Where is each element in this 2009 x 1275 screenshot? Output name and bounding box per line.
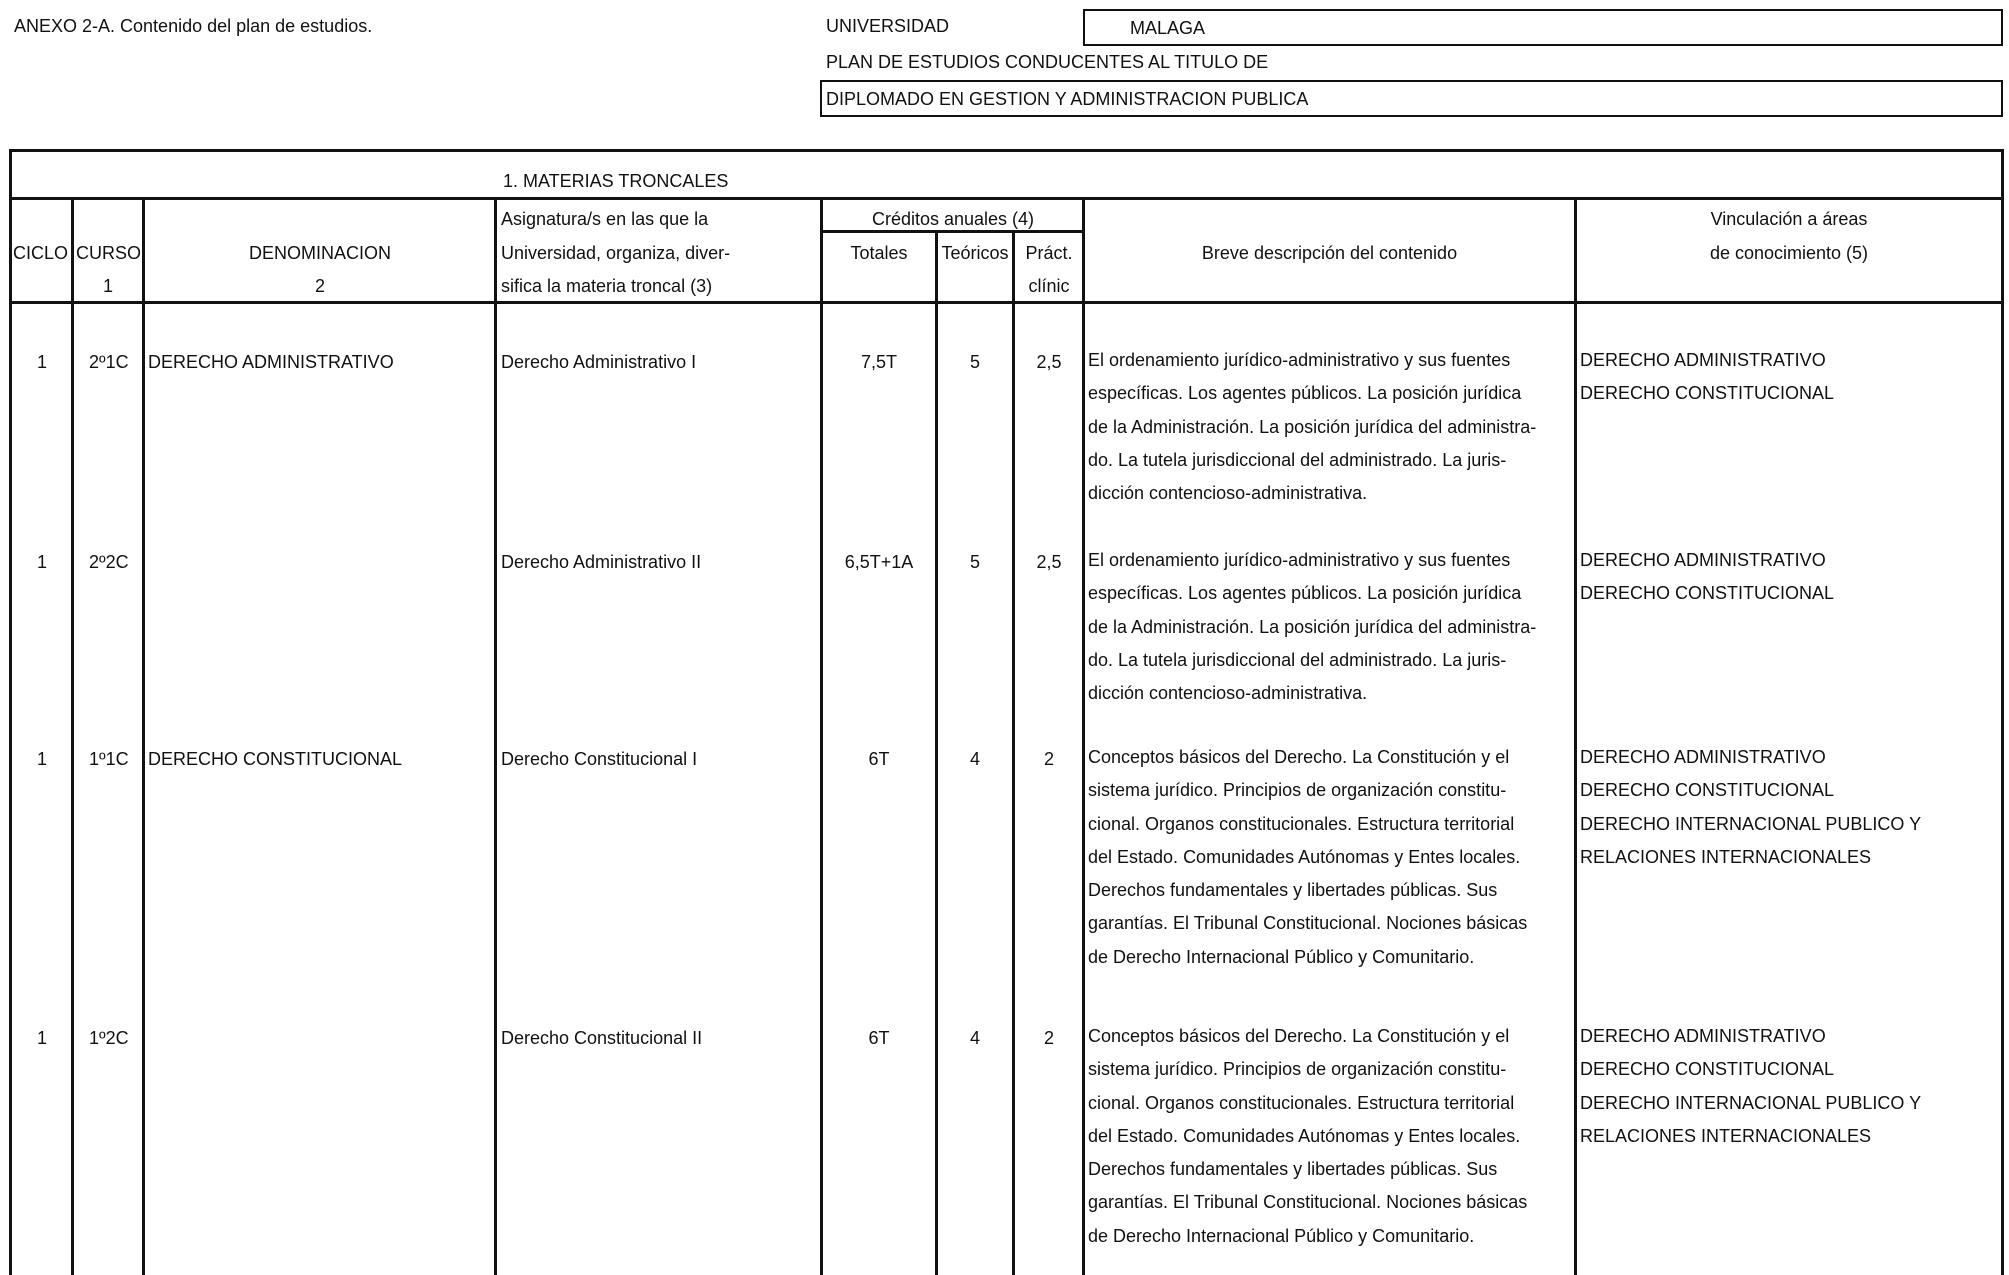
cell-teoricos: 4 [969,749,980,769]
cell-practicos: 2 [1043,749,1054,769]
cell-totales: 6T [868,749,890,769]
cell-practicos: 2,5 [1036,552,1062,572]
plan-value-box [820,80,2003,117]
col-header-denominacion: DENOMINACION [248,243,391,263]
plan-value: DIPLOMADO EN GESTION Y ADMINISTRACION PUBLICA [826,89,1309,109]
cell-ciclo: 1 [36,352,47,372]
col-header-practicos-line2: clínic [1028,276,1070,296]
col-header-teoricos: Teóricos [941,243,1009,263]
cell-teoricos: 5 [969,352,980,372]
cell-totales: 7,5T [860,352,898,372]
col-header-vinculacion-line2: de conocimiento (5) [1709,243,1869,263]
col-header-asignatura-line2: Universidad, organiza, diver- [501,243,731,263]
section-title: 1. MATERIAS TRONCALES [503,171,729,191]
col-header-asignatura-line3: sifica la materia troncal (3) [501,276,713,296]
cell-denominacion: DERECHO ADMINISTRATIVO [148,352,394,372]
col-divider-asignatura [494,197,497,1275]
table-left-border [9,149,12,1275]
cell-curso: 2º2C [89,552,129,572]
cell-practicos: 2 [1043,1028,1054,1048]
col-header-asignatura-line1: Asignatura/s en las que la [501,209,709,229]
col-divider-vinculacion [1574,197,1577,1275]
table-top-border [9,149,2004,152]
cell-vinculacion: DERECHO ADMINISTRATIVO DERECHO CONSTITUCIONAL DERECHO INTERNACIONAL PUBLICO Y RELACIONES INTERNACIONALES [1580,747,1922,867]
annex-title: ANEXO 2-A. Contenido del plan de estudios. [14,16,373,36]
university-value: MALAGA [1130,18,1206,38]
col-header-ciclo: CICLO [13,243,69,263]
cell-denominacion: DERECHO CONSTITUCIONAL [148,749,403,769]
cell-descripcion: Conceptos básicos del Derecho. La Constitución y el sistema jurídico. Principios de organización constitu- cional. Organos constitucionales. Estructura territorial del Estado. Comunidades Autónomas y Entes locales. Derechos fundamentales y libertades públicas. Sus garantías. El Tribunal Constitucional. Nociones básicas de Derecho Internacional Público y Comunitario. [1088,747,1528,967]
col-divider-denominacion [142,197,145,1275]
col-header-curso-num: 1 [102,276,113,296]
plan-label: PLAN DE ESTUDIOS CONDUCENTES AL TITULO DE [826,52,1269,72]
section-divider [9,197,2004,200]
col-header-creditos: Créditos anuales (4) [871,209,1035,229]
header-bottom-border [9,301,2004,304]
col-header-descripcion: Breve descripción del contenido [1201,243,1458,263]
cell-curso: 2º1C [89,352,129,372]
col-header-curso: CURSO [76,243,142,263]
col-header-practicos-line1: Práct. [1025,243,1073,263]
cell-ciclo: 1 [36,1028,47,1048]
col-header-denominacion-num: 2 [314,276,325,296]
cell-asignatura: Derecho Administrativo II [501,552,702,572]
col-header-totales: Totales [850,243,908,263]
cell-vinculacion: DERECHO ADMINISTRATIVO DERECHO CONSTITUCIONAL DERECHO INTERNACIONAL PUBLICO Y RELACIONES INTERNACIONALES [1580,1026,1922,1146]
cell-ciclo: 1 [36,749,47,769]
cell-curso: 1º1C [89,749,129,769]
university-label: UNIVERSIDAD [826,16,950,36]
cell-vinculacion: DERECHO ADMINISTRATIVO DERECHO CONSTITUCIONAL [1580,350,1835,404]
cell-asignatura: Derecho Administrativo I [501,352,697,372]
cell-curso: 1º2C [89,1028,129,1048]
university-value-box [1083,9,2003,46]
cell-descripcion: El ordenamiento jurídico-administrativo y sus fuentes específicas. Los agentes públicos. La posición jurídica de la Administración. La posición jurídica del administra- do. La tutela jurisdiccional del administrado. La juris- dicción contencioso-administrativa. [1088,550,1537,704]
cell-teoricos: 4 [969,1028,980,1048]
cell-teoricos: 5 [969,552,980,572]
creditos-divider [820,230,1085,233]
cell-totales: 6,5T+1A [844,552,914,572]
table-right-border [2001,149,2004,1275]
cell-asignatura: Derecho Constitucional II [501,1028,703,1048]
cell-asignatura: Derecho Constitucional I [501,749,698,769]
col-header-vinculacion-line1: Vinculación a áreas [1710,209,1868,229]
cell-descripcion: Conceptos básicos del Derecho. La Constitución y el sistema jurídico. Principios de organización constitu- cional. Organos constitucionales. Estructura territorial del Estado. Comunidades Autónomas y Entes locales. Derechos fundamentales y libertades públicas. Sus garantías. El Tribunal Constitucional. Nociones básicas de Derecho Internacional Público y Comunitario. [1088,1026,1528,1246]
cell-totales: 6T [868,1028,890,1048]
cell-ciclo: 1 [36,552,47,572]
cell-descripcion: El ordenamiento jurídico-administrativo y sus fuentes específicas. Los agentes públicos. La posición jurídica de la Administración. La posición jurídica del administra- do. La tutela jurisdiccional del administrado. La juris- dicción contencioso-administrativa. [1088,350,1537,504]
cell-practicos: 2,5 [1036,352,1062,372]
cell-vinculacion: DERECHO ADMINISTRATIVO DERECHO CONSTITUCIONAL [1580,550,1835,604]
